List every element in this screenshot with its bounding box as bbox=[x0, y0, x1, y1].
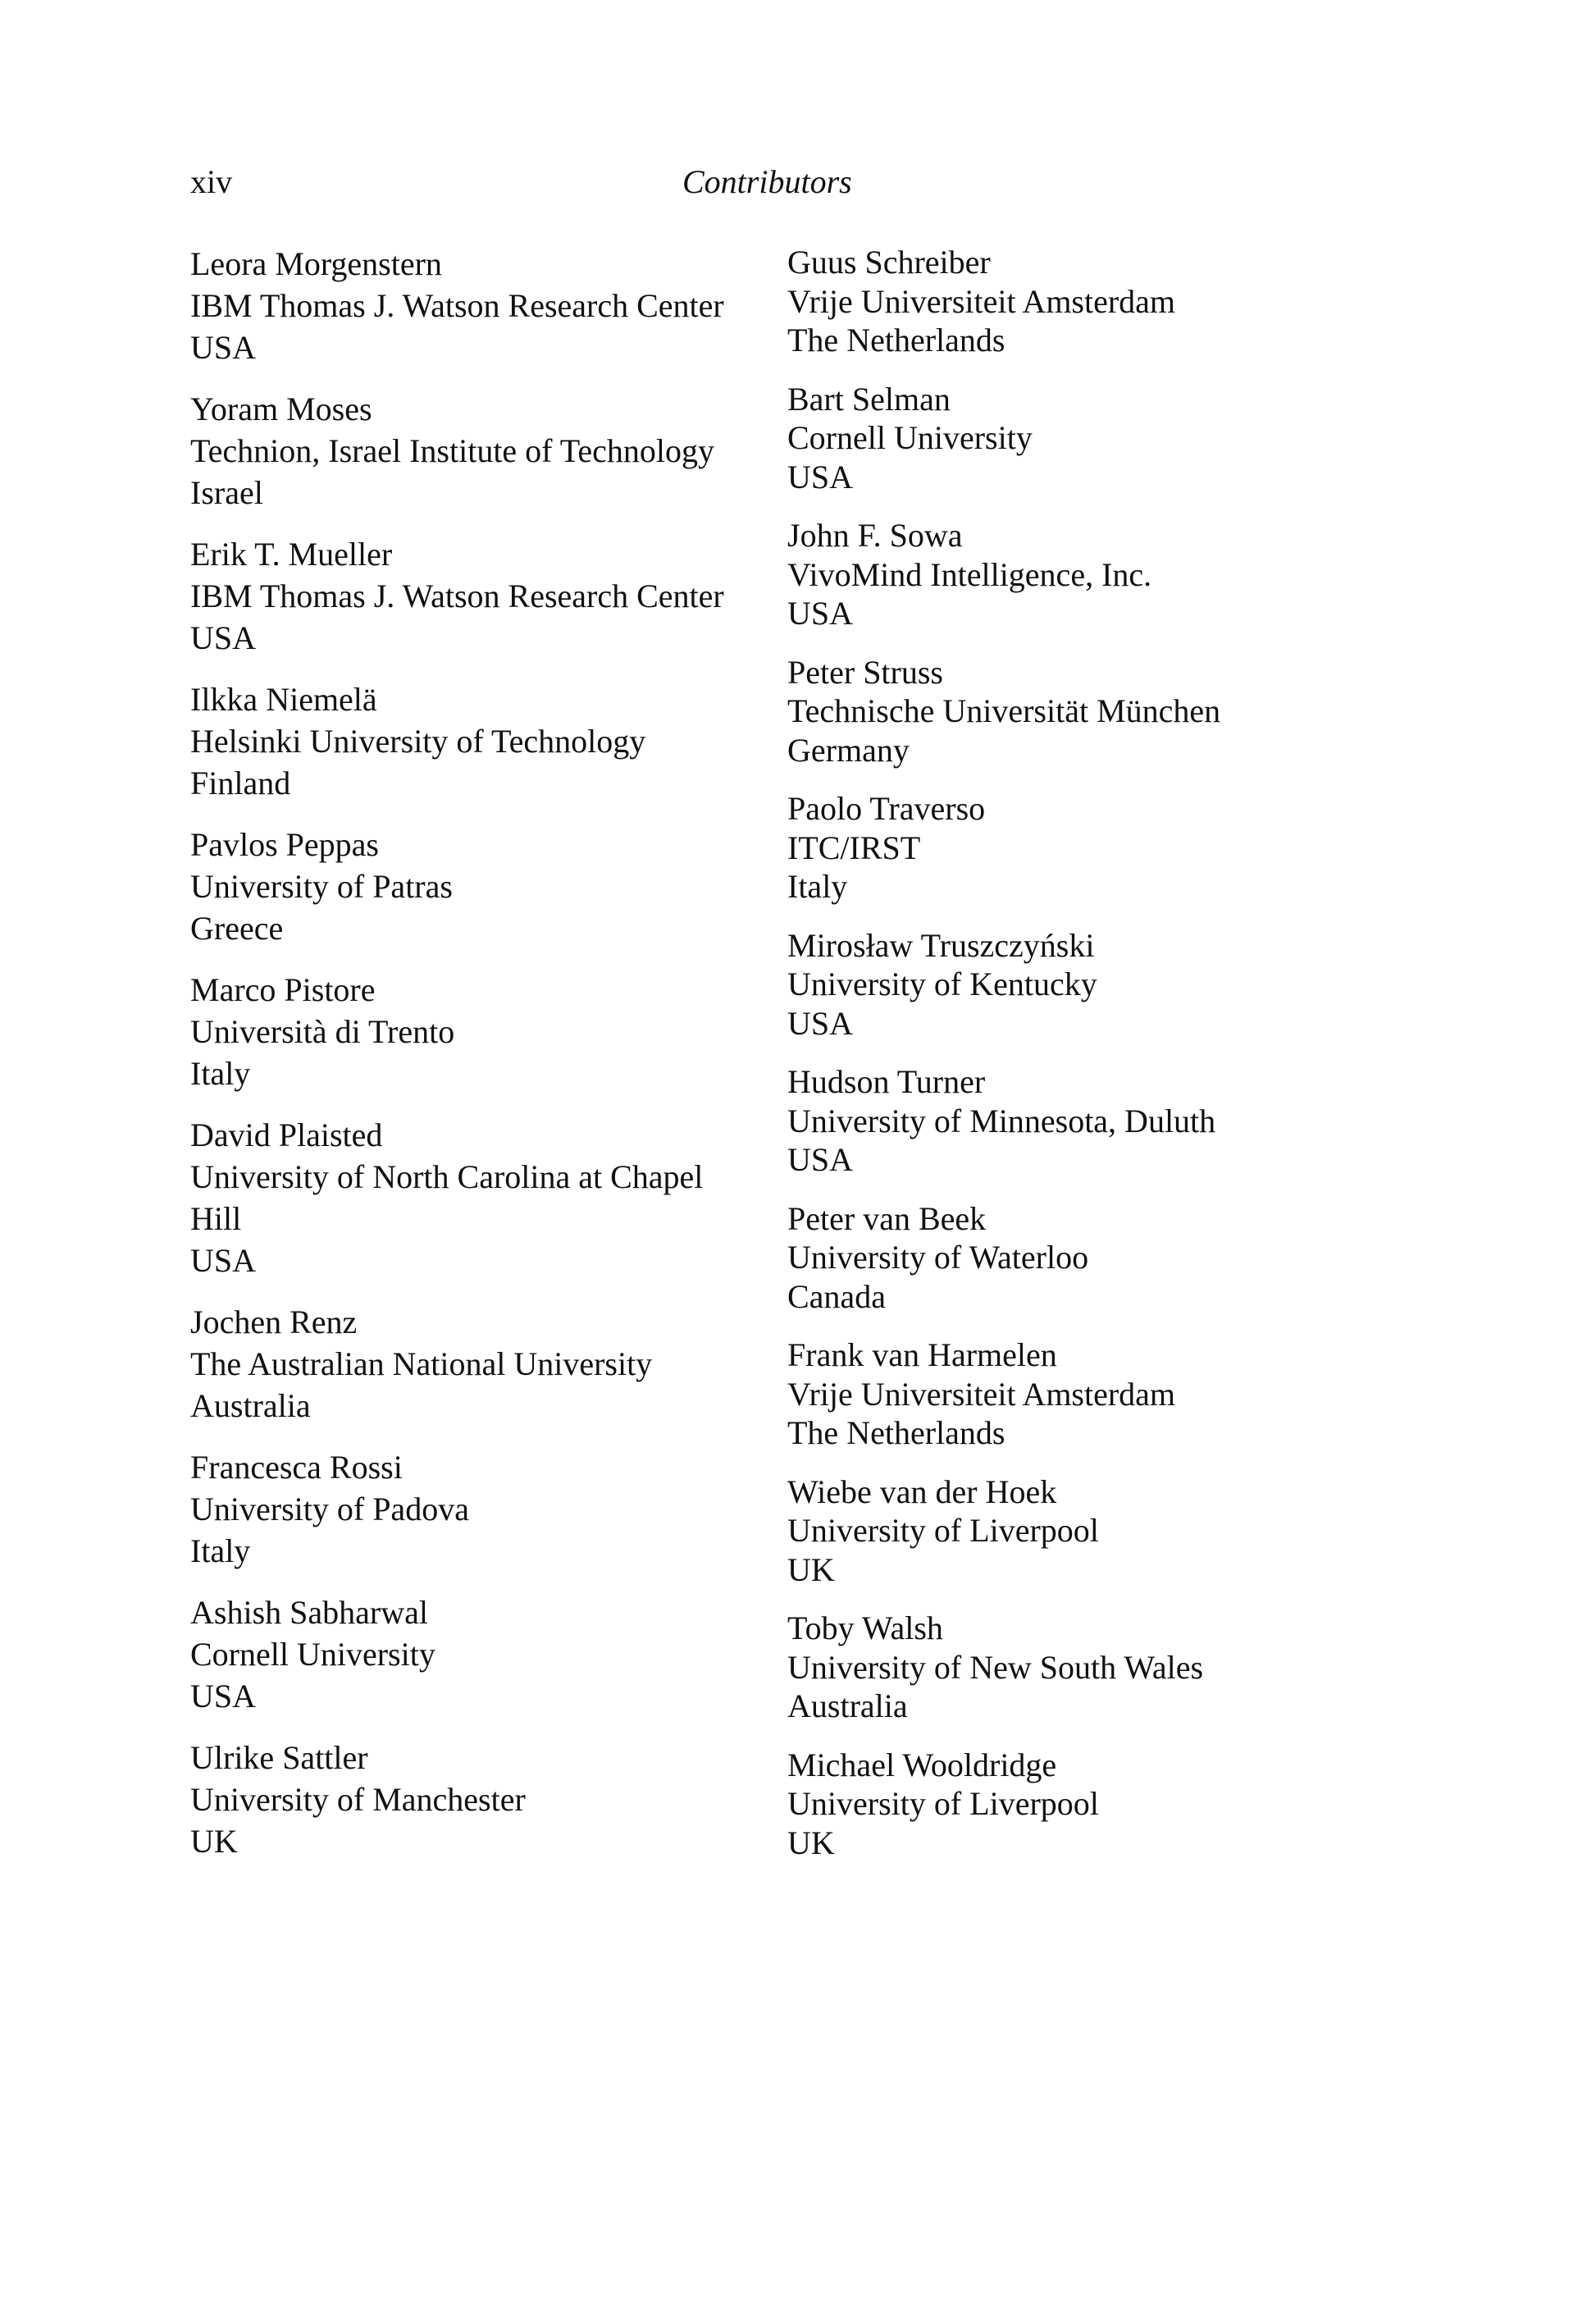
contributor-entry bbox=[787, 243, 1361, 360]
running-title: Contributors bbox=[682, 163, 852, 200]
contributors-column-right bbox=[787, 243, 1361, 1882]
contributor-affiliation-line: USA bbox=[190, 1242, 257, 1279]
contributor-name: Toby Walsh bbox=[787, 1609, 943, 1646]
contributor-name: Bart Selman bbox=[787, 380, 951, 418]
contributor-affiliation-line: USA bbox=[190, 329, 257, 366]
contributor-entry bbox=[190, 1591, 764, 1717]
contributor-name: Guus Schreiber bbox=[787, 244, 991, 281]
contributor-name: Marco Pistore bbox=[190, 971, 376, 1008]
contributor-name: David Plaisted bbox=[190, 1116, 383, 1153]
contributor-affiliation-line: Italy bbox=[787, 868, 848, 905]
contributor-name: Peter Struss bbox=[787, 653, 943, 691]
contributor-affiliation-line: Cornell University bbox=[787, 419, 1033, 456]
contributor-entry bbox=[787, 1746, 1361, 1863]
page-number: xiv bbox=[190, 163, 233, 200]
contributor-affiliation-line: Australia bbox=[190, 1387, 311, 1424]
contributor-entry bbox=[787, 516, 1361, 633]
contributor-affiliation-line: UK bbox=[787, 1550, 835, 1588]
contributor-affiliation-line: University of Liverpool bbox=[787, 1785, 1099, 1822]
contributor-entry bbox=[190, 533, 764, 659]
contributor-name: Ilkka Niemelä bbox=[190, 681, 377, 718]
contributor-affiliation-line: Helsinki University of Technology bbox=[190, 723, 646, 760]
contributor-affiliation-line: Germany bbox=[787, 731, 910, 769]
contributor-affiliation-line: Hill bbox=[190, 1200, 242, 1237]
contributor-affiliation-line: Israel bbox=[190, 474, 263, 511]
contributor-affiliation-line: University of New South Wales bbox=[787, 1648, 1204, 1686]
contributor-affiliation-line: Italy bbox=[190, 1532, 251, 1569]
contributor-name: John F. Sowa bbox=[787, 517, 963, 554]
contributor-affiliation-line: Australia bbox=[787, 1687, 908, 1724]
contributor-name: Wiebe van der Hoek bbox=[787, 1472, 1057, 1510]
contributor-affiliation-line: IBM Thomas J. Watson Research Center bbox=[190, 578, 724, 614]
contributor-entry bbox=[190, 969, 764, 1094]
contributor-affiliation-line: VivoMind Intelligence, Inc. bbox=[787, 555, 1152, 593]
contributor-affiliation-line: Università di Trento bbox=[190, 1013, 455, 1050]
contributor-affiliation-line: University of Liverpool bbox=[787, 1512, 1099, 1549]
contributor-entry bbox=[190, 1114, 764, 1281]
contributor-affiliation-line: Finland bbox=[190, 765, 291, 801]
contributor-entry bbox=[787, 653, 1361, 770]
contributor-entry bbox=[787, 1472, 1361, 1590]
contributor-affiliation-line: Technische Universität München bbox=[787, 692, 1221, 729]
contributor-name: Leora Morgenstern bbox=[190, 245, 442, 282]
contributor-name: Francesca Rossi bbox=[190, 1449, 403, 1486]
contributor-name: Peter van Beek bbox=[787, 1199, 987, 1237]
contributor-affiliation-line: The Australian National University bbox=[190, 1345, 653, 1382]
contributor-affiliation-line: USA bbox=[190, 619, 257, 656]
contributor-entry bbox=[787, 380, 1361, 497]
contributor-name: Hudson Turner bbox=[787, 1063, 986, 1100]
contributor-affiliation-line: University of Padova bbox=[190, 1491, 469, 1527]
contributor-affiliation-line: Vrije Universiteit Amsterdam bbox=[787, 282, 1176, 320]
contributor-affiliation-line: Greece bbox=[190, 910, 284, 947]
contributor-name: Yoram Moses bbox=[190, 390, 372, 427]
contributor-entry bbox=[190, 678, 764, 804]
contributor-entry bbox=[787, 1609, 1361, 1726]
contributor-affiliation-line: University of Waterloo bbox=[787, 1239, 1089, 1276]
contributor-entry bbox=[787, 1199, 1361, 1317]
contributor-affiliation-line: Vrije Universiteit Amsterdam bbox=[787, 1375, 1176, 1413]
contributor-affiliation-line: IBM Thomas J. Watson Research Center bbox=[190, 287, 724, 324]
contributor-affiliation-line: UK bbox=[190, 1823, 238, 1860]
contributor-affiliation-line: USA bbox=[787, 1004, 854, 1042]
contributor-affiliation-line: Canada bbox=[787, 1277, 886, 1315]
contributor-affiliation-line: The Netherlands bbox=[787, 322, 1005, 358]
contributor-entry bbox=[190, 1737, 764, 1862]
contributor-name: Frank van Harmelen bbox=[787, 1336, 1057, 1373]
page-header bbox=[190, 161, 1242, 203]
contributor-affiliation-line: ITC/IRST bbox=[787, 829, 921, 866]
contributor-affiliation-line: University of North Carolina at Chapel bbox=[190, 1158, 704, 1195]
contributor-affiliation-line: Italy bbox=[190, 1055, 251, 1092]
contributor-affiliation-line: USA bbox=[787, 458, 854, 495]
contributor-name: Pavlos Peppas bbox=[190, 826, 379, 863]
contributor-affiliation-line: Cornell University bbox=[190, 1636, 435, 1673]
contributor-name: Paolo Traverso bbox=[787, 790, 986, 827]
contributor-name: Ulrike Sattler bbox=[190, 1739, 368, 1776]
contributor-entry bbox=[190, 1301, 764, 1427]
contributor-affiliation-line: Technion, Israel Institute of Technology bbox=[190, 432, 715, 469]
contributor-entry bbox=[190, 243, 764, 368]
contributor-name: Erik T. Mueller bbox=[190, 536, 393, 573]
contributor-affiliation-line: USA bbox=[190, 1678, 257, 1714]
contributor-affiliation-line: USA bbox=[787, 1141, 854, 1178]
contributor-entry bbox=[190, 1446, 764, 1572]
contributor-entry bbox=[190, 824, 764, 949]
contributor-entry bbox=[787, 926, 1361, 1043]
contributor-name: Michael Wooldridge bbox=[787, 1746, 1057, 1783]
contributor-entry bbox=[787, 1062, 1361, 1180]
contributor-affiliation-line: UK bbox=[787, 1824, 835, 1861]
contributor-entry bbox=[787, 789, 1361, 906]
contributor-name: Jochen Renz bbox=[190, 1304, 358, 1340]
contributor-affiliation-line: University of Manchester bbox=[190, 1781, 526, 1818]
contributor-affiliation-line: University of Patras bbox=[190, 868, 453, 905]
contributor-name: Ashish Sabharwal bbox=[190, 1594, 428, 1631]
contributor-affiliation-line: University of Minnesota, Duluth bbox=[787, 1102, 1216, 1139]
contributor-affiliation-line: University of Kentucky bbox=[787, 966, 1097, 1002]
contributor-entry bbox=[190, 388, 764, 514]
contributor-entry bbox=[787, 1336, 1361, 1453]
contributor-affiliation-line: USA bbox=[787, 595, 854, 632]
contributor-name: Mirosław Truszczyński bbox=[787, 926, 1095, 964]
contributor-affiliation-line: The Netherlands bbox=[787, 1414, 1005, 1451]
contributors-column-left bbox=[190, 243, 764, 1882]
